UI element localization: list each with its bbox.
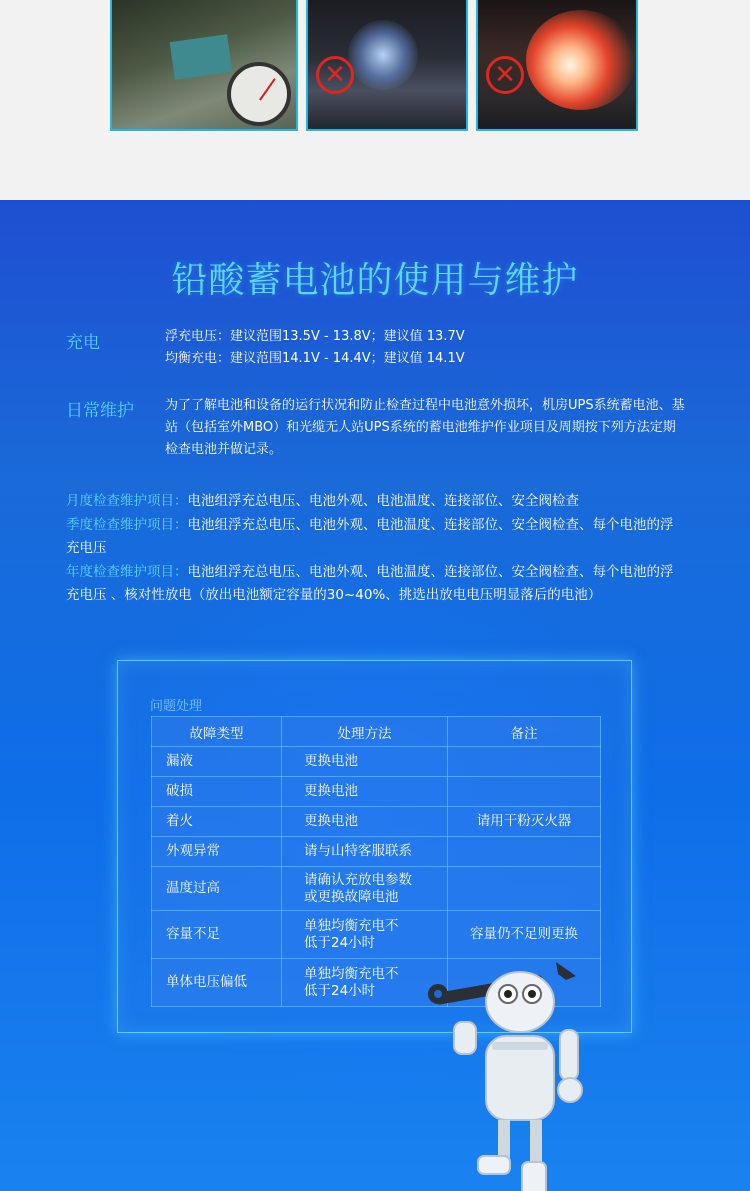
cell-remark (448, 777, 601, 807)
table-row (152, 777, 601, 807)
daily-maintenance-label: 日常维护 (66, 401, 134, 421)
page-title: 铅酸蓄电池的使用与维护 (171, 260, 579, 301)
cell-solution: 单独均衡充电不 低于24小时 (282, 959, 448, 1007)
spark-glow (348, 20, 418, 90)
cell-fault: 容量不足 (152, 911, 282, 959)
table-row (152, 867, 601, 911)
periodic-checks (66, 490, 686, 608)
cell-remark (448, 837, 601, 867)
photo-welding-spark (306, 0, 468, 131)
cell-remark: 请用干粉灭火器 (448, 807, 601, 837)
fire-glow (526, 10, 636, 110)
robot-illustration (428, 960, 588, 1191)
cell-solution: 请与山特客服联系 (282, 837, 448, 867)
no-sign-icon: ✕ (486, 56, 524, 94)
equalize-voltage-text: 均衡充电：建议范围14.1V - 14.4V；建议值 14.1V (165, 351, 465, 366)
cell-fault: 漏液 (152, 747, 282, 777)
cell-fault: 外观异常 (152, 837, 282, 867)
daily-maintenance-text: 为了了解电池和设备的运行状况和防止检查过程中电池意外损坏，机房UPS系统蓄电池、基站（包括室外MBO）和光缆无人站UPS系统的蓄电池维护作业项目及周期按下列方法定期检查电池并做记录。 (165, 398, 685, 457)
float-voltage-text: 浮充电压：建议范围13.5V - 13.8V；建议值 13.7V (165, 329, 465, 344)
table-row (152, 747, 601, 777)
quarterly-label: 季度检查维护项目： (66, 516, 188, 533)
battery-label (170, 34, 233, 80)
cell-remark: 容量仍不足则更换 (448, 911, 601, 959)
charging-details (165, 326, 465, 370)
yearly-label: 年度检查维护项目： (66, 563, 188, 580)
cell-solution: 请确认充放电参数 或更换故障电池 (282, 867, 448, 911)
table-row (152, 807, 601, 837)
monthly-check (66, 490, 686, 514)
quarterly-text: 电池组浮充总电压、电池外观、电池温度、连接部位、安全阀检查、每个电池的浮充电压 (66, 516, 674, 556)
header-fault-type: 故障类型 (152, 717, 282, 747)
cell-fault: 着火 (152, 807, 282, 837)
panel-title: 问题处理 (150, 699, 203, 714)
cell-solution: 更换电池 (282, 747, 448, 777)
header-remark: 备注 (448, 717, 601, 747)
cell-solution: 单独均衡充电不 低于24小时 (282, 911, 448, 959)
monthly-text: 电池组浮充总电压、电池外观、电池温度、连接部位、安全阀检查 (187, 493, 579, 509)
cell-fault: 温度过高 (152, 867, 282, 911)
monthly-label: 月度检查维护项目： (66, 493, 188, 509)
yearly-check (66, 561, 686, 608)
table-row (152, 911, 601, 959)
gauge-icon (227, 62, 291, 126)
cell-solution: 更换电池 (282, 777, 448, 807)
charging-label: 充电 (66, 333, 100, 353)
cell-remark (448, 867, 601, 911)
cell-remark (448, 747, 601, 777)
cell-fault: 破损 (152, 777, 282, 807)
cell-solution: 更换电池 (282, 807, 448, 837)
header-solution: 处理方法 (282, 717, 448, 747)
yearly-text: 电池组浮充总电压、电池外观、电池温度、连接部位、安全阀检查、每个电池的浮充电压 、核对性放电（放出电池额定容量的30~40%、挑选出放电电压明显落后的电池） (66, 563, 674, 603)
photo-voltage-gauge (110, 0, 298, 131)
no-sign-icon: ✕ (316, 56, 354, 94)
photo-fire (476, 0, 638, 131)
top-photo-strip (0, 0, 750, 200)
table-header-row (152, 717, 601, 747)
table-row (152, 837, 601, 867)
cell-fault: 单体电压偏低 (152, 959, 282, 1007)
quarterly-check (66, 514, 686, 561)
maintenance-section (0, 200, 750, 1191)
